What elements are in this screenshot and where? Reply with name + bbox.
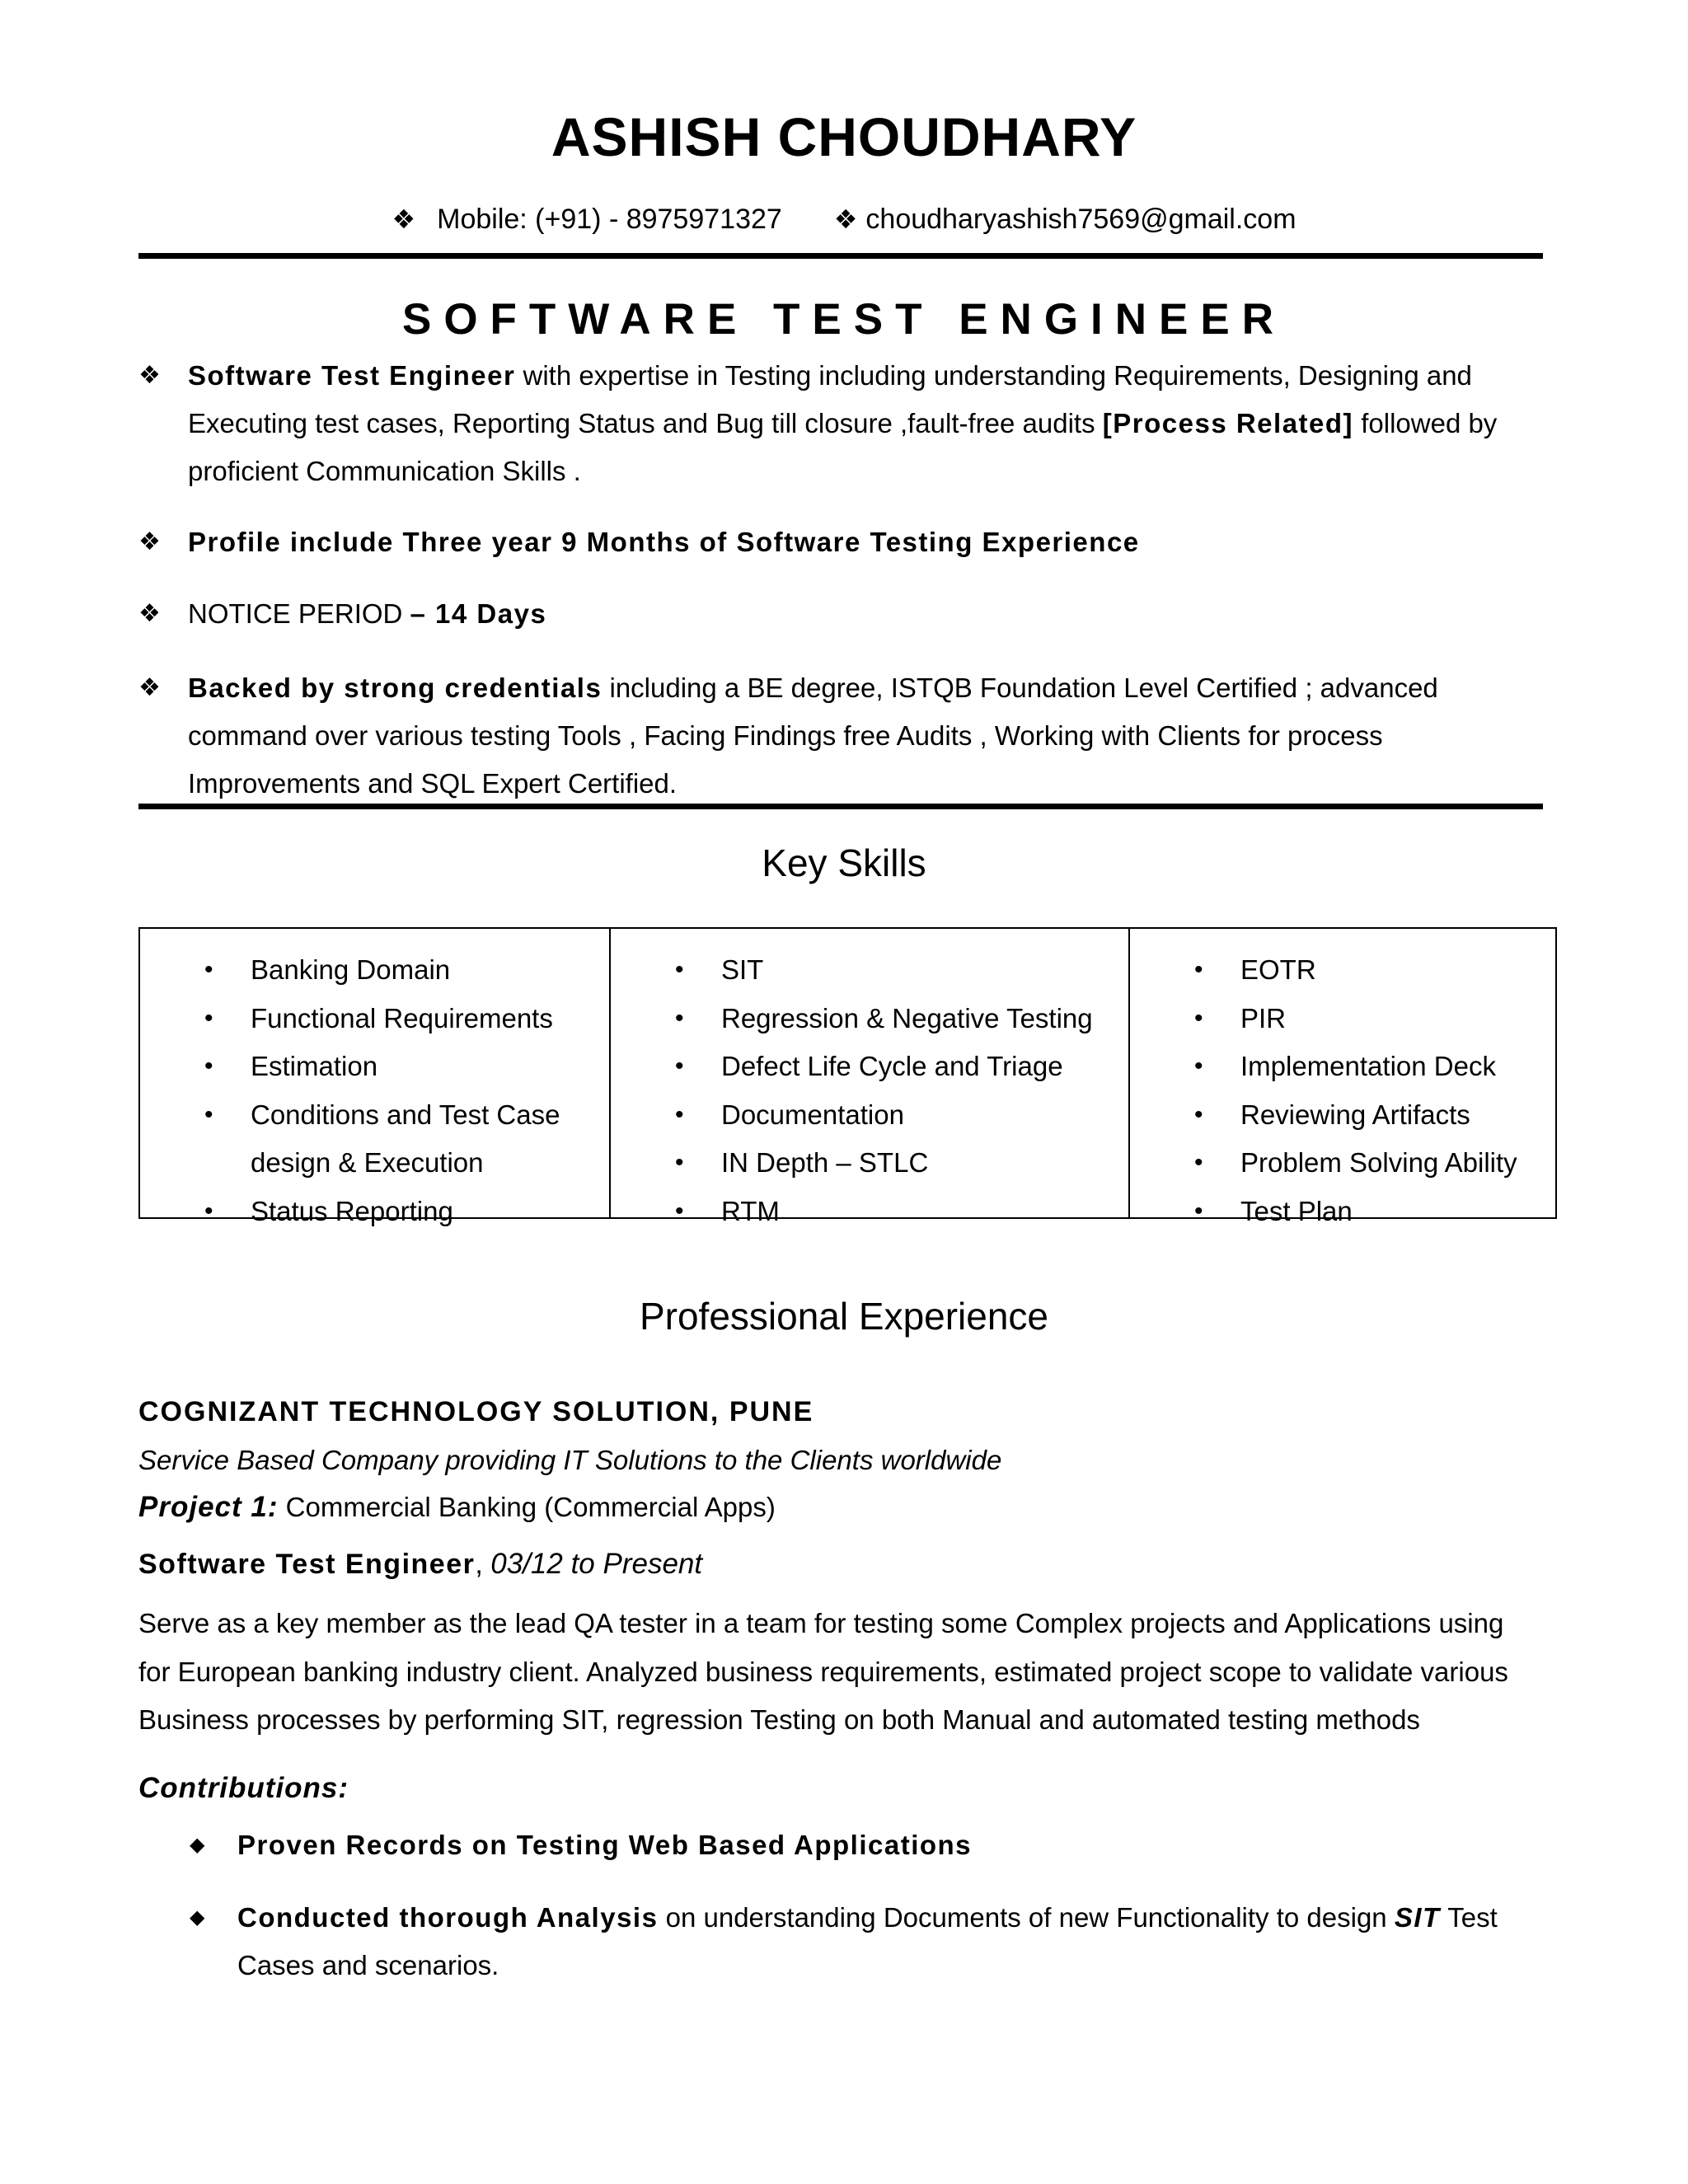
- project-line: [138, 1491, 776, 1524]
- mobile-number: Mobile: (+91) - 8975971327: [437, 204, 782, 235]
- skill-item: [611, 1188, 1128, 1236]
- bullet-icon: •: [1194, 956, 1203, 983]
- summary-item-3-bold: – 14 Days: [410, 598, 547, 629]
- summary-item-3-text: NOTICE PERIOD: [188, 598, 410, 629]
- skill-label: Reviewing Artifacts: [1240, 1099, 1470, 1130]
- diamond-bullet-icon: ◆: [190, 1834, 205, 1856]
- skill-item: [611, 946, 1128, 995]
- diamond-bullet-icon: ❖: [138, 528, 161, 555]
- company-name: COGNIZANT TECHNOLOGY SOLUTION, PUNE: [138, 1396, 814, 1427]
- summary-item-3: [138, 590, 1531, 640]
- role-separator: ,: [475, 1549, 491, 1580]
- header-divider: [138, 253, 1543, 259]
- company-tagline: Service Based Company providing IT Solutions to the Clients worldwide: [138, 1445, 1002, 1475]
- bullet-icon: •: [1194, 1100, 1203, 1128]
- skill-item: [140, 1091, 609, 1188]
- skill-item: [1130, 1043, 1555, 1091]
- diamond-bullet-icon: ◆: [190, 1906, 205, 1929]
- skills-column-1: [140, 929, 609, 1226]
- skill-item: [1130, 1139, 1555, 1188]
- skill-item: [140, 946, 609, 995]
- contribution-item-1: [190, 1821, 1541, 1871]
- bullet-icon: •: [675, 956, 684, 983]
- contributions-title: Contributions:: [138, 1772, 349, 1804]
- diamond-bullet-icon: ❖: [392, 204, 416, 234]
- bullet-icon: •: [675, 1100, 684, 1128]
- skill-label: Conditions and Test Case design & Execution: [251, 1099, 560, 1179]
- skill-label: Defect Life Cycle and Triage: [721, 1051, 1063, 1082]
- skill-label: Implementation Deck: [1240, 1051, 1496, 1082]
- bullet-icon: •: [204, 1004, 213, 1032]
- skill-item: [140, 1043, 609, 1091]
- skill-item: [611, 1043, 1128, 1091]
- summary-item-1-bold-2: [Process Related]: [1102, 408, 1354, 438]
- skills-column-3: [1128, 929, 1555, 1226]
- skill-item: [1130, 995, 1555, 1043]
- summary-item-1-bold: Software Test Engineer: [188, 360, 516, 391]
- skill-label: EOTR: [1240, 954, 1316, 985]
- diamond-bullet-icon: ❖: [138, 362, 161, 389]
- skill-label: Banking Domain: [251, 954, 451, 985]
- skill-item: [140, 1188, 609, 1236]
- skill-label: IN Depth – STLC: [721, 1147, 929, 1179]
- skill-label: Regression & Negative Testing: [721, 1002, 1093, 1033]
- bullet-icon: •: [204, 1100, 213, 1128]
- bullet-icon: •: [675, 1004, 684, 1032]
- summary-item-4: [138, 664, 1531, 813]
- skill-item: [611, 1091, 1128, 1140]
- key-skills-table: [138, 927, 1557, 1226]
- diamond-bullet-icon: ❖: [833, 204, 858, 234]
- skills-column-2: [609, 929, 1128, 1226]
- bullet-icon: •: [675, 1197, 684, 1225]
- bullet-icon: •: [675, 1149, 684, 1177]
- role-description: Serve as a key member as the lead QA tester in a team for testing some Complex projects and Applications using for European banking industry client. Analyzed business requirements, estimated project scope to validate various Business processes by performing SIT, regression Testing on both Manual and automated testing methods: [138, 1608, 1508, 1735]
- skill-item: [611, 995, 1128, 1043]
- skill-item: [1130, 1188, 1555, 1236]
- experience-title: Professional Experience: [639, 1295, 1049, 1338]
- skill-item: [611, 1139, 1128, 1188]
- skill-item: [140, 995, 609, 1043]
- skill-label: Test Plan: [1240, 1195, 1353, 1226]
- skill-label: SIT: [721, 954, 764, 985]
- skill-label: PIR: [1240, 1002, 1287, 1033]
- role-title: Software Test Engineer: [138, 1549, 476, 1580]
- candidate-name: ASHISH CHOUDHARY: [551, 106, 1137, 167]
- bullet-icon: •: [204, 1197, 213, 1225]
- skill-label: Problem Solving Ability: [1240, 1147, 1517, 1179]
- summary-item-2: [138, 518, 1531, 568]
- bullet-icon: •: [204, 956, 213, 983]
- skill-label: RTM: [721, 1195, 780, 1226]
- headline-title: SOFTWARE TEST ENGINEER: [401, 295, 1287, 344]
- skill-label: Estimation: [251, 1051, 378, 1082]
- contribution-2-bold-italic: SIT: [1394, 1902, 1441, 1933]
- role-line: [138, 1548, 702, 1581]
- contribution-2-text-a: on understanding Documents of new Functionality to design: [658, 1902, 1395, 1933]
- summary-divider: [138, 804, 1543, 809]
- bullet-icon: •: [1194, 1197, 1203, 1225]
- skill-item: [1130, 946, 1555, 995]
- email-address: choudharyashish7569@gmail.com: [865, 204, 1296, 235]
- contribution-1-bold: Proven Records on Testing Web Based Applications: [237, 1830, 973, 1860]
- summary-item-4-bold: Backed by strong credentials: [188, 673, 603, 703]
- contribution-item-2: [190, 1894, 1541, 1993]
- bullet-icon: •: [1194, 1149, 1203, 1177]
- bullet-icon: •: [1194, 1052, 1203, 1080]
- key-skills-title: Key Skills: [762, 841, 926, 884]
- bullet-icon: •: [204, 1052, 213, 1080]
- summary-item-1-text-b: followed by proficient Communication Skills .: [188, 408, 1498, 486]
- summary-item-4-text: including a BE degree, ISTQB Foundation Level Certified ; advanced command over various testing Tools , Facing Findings free Audits , Working with Clients for process Improvements and SQL Expert Certified.: [188, 673, 1438, 799]
- summary-item-1-text-a: with expertise in Testing including understanding Requirements, Designing and Executing test cases, Reporting Status and Bug till closure ,fault-free audits: [188, 360, 1472, 438]
- contribution-2-bold: Conducted thorough Analysis: [237, 1902, 659, 1933]
- bullet-icon: •: [675, 1052, 684, 1080]
- diamond-bullet-icon: ❖: [138, 600, 161, 627]
- skill-label: Functional Requirements: [251, 1002, 553, 1033]
- summary-item-2-bold: Profile include Three year 9 Months of Software Testing Experience: [188, 527, 1140, 557]
- bullet-icon: •: [1194, 1004, 1203, 1032]
- project-label: Project 1:: [138, 1491, 279, 1523]
- skill-label: Documentation: [721, 1099, 904, 1130]
- contribution-2-text-b: Test Cases and scenarios.: [237, 1902, 1498, 1980]
- contact-line: [0, 204, 1688, 236]
- skill-label: Status Reporting: [251, 1195, 453, 1226]
- summary-item-1: [138, 352, 1531, 500]
- project-name: Commercial Banking (Commercial Apps): [278, 1492, 776, 1522]
- diamond-bullet-icon: ❖: [138, 674, 161, 701]
- skill-item: [1130, 1091, 1555, 1140]
- role-period: 03/12 to Present: [490, 1548, 703, 1580]
